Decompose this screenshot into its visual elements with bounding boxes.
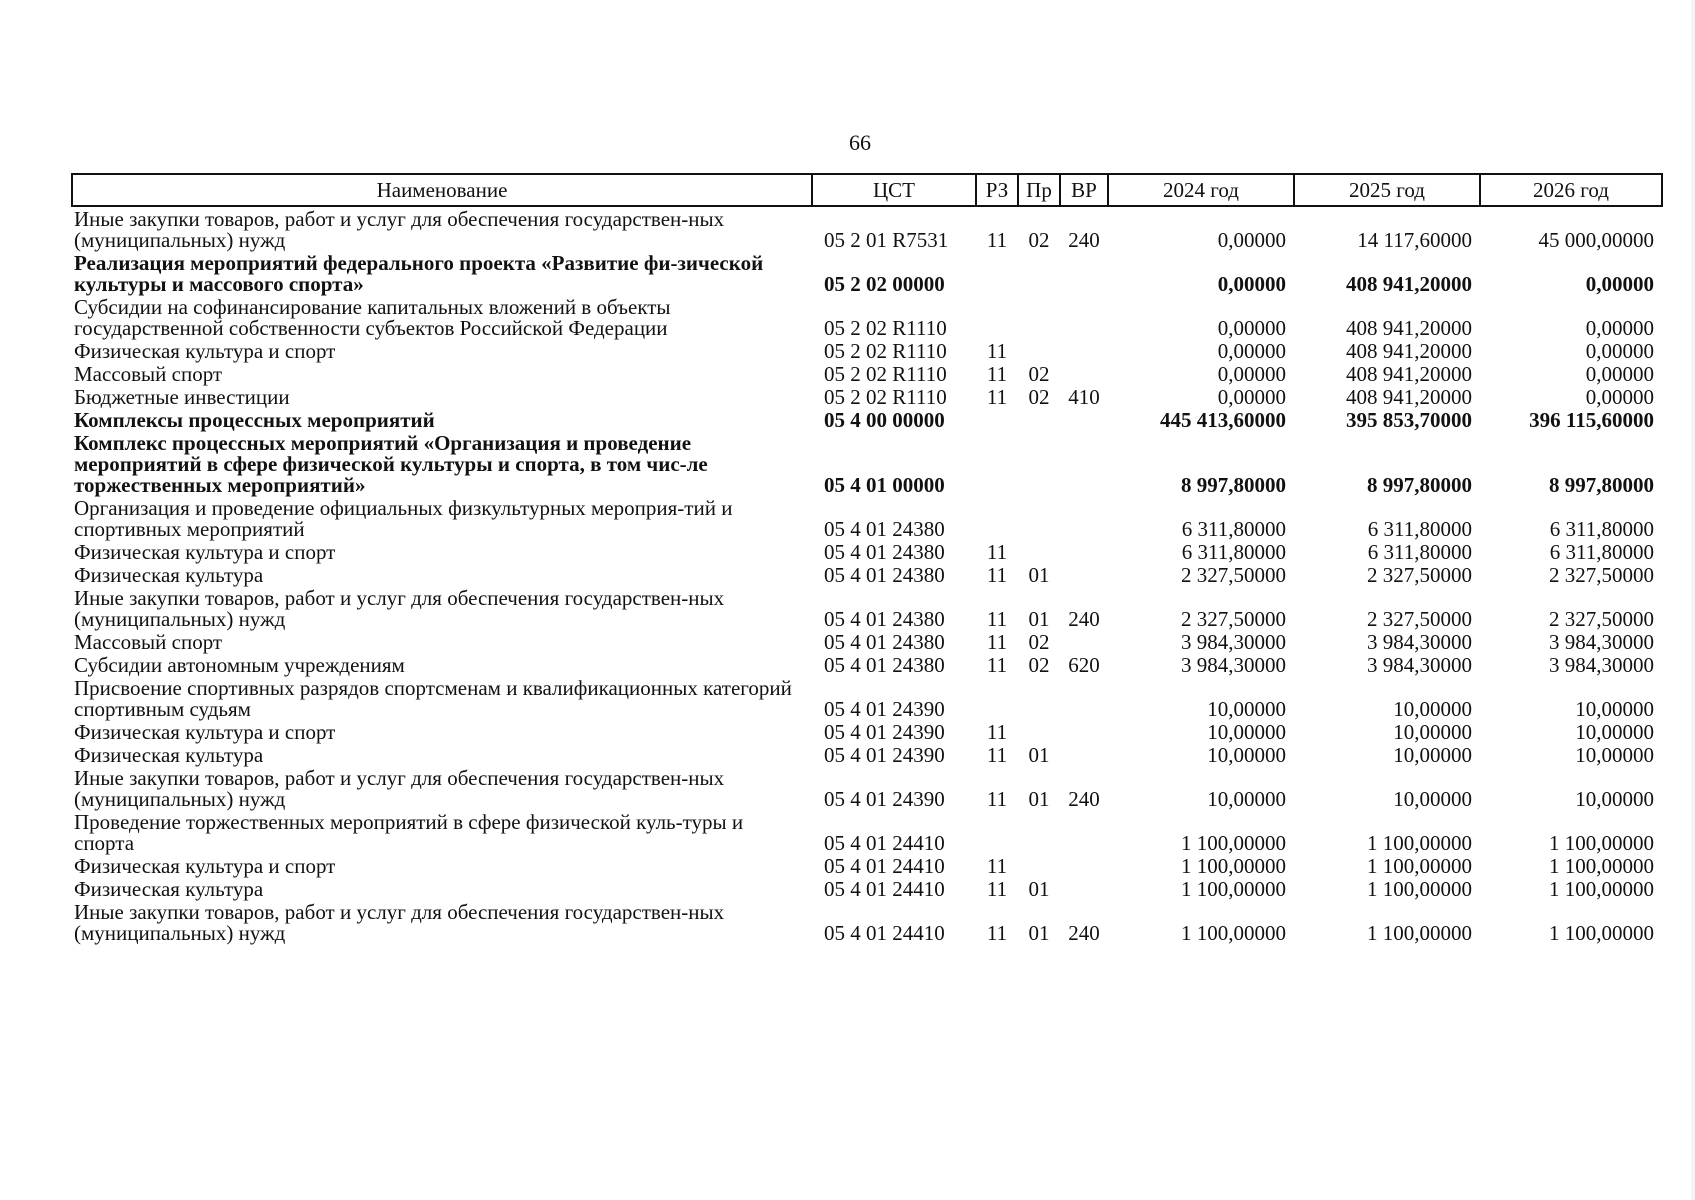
- row-amount-2026: 2 327,50000: [1549, 607, 1654, 631]
- table-row: [72, 408, 1662, 431]
- header-name: Наименование: [72, 174, 812, 206]
- row-pr: [1018, 251, 1060, 295]
- row-pr: [1018, 496, 1060, 540]
- row-rz: [976, 295, 1018, 339]
- row-amount-2026: 6 311,80000: [1549, 517, 1654, 541]
- row-vr: [1060, 408, 1108, 431]
- row-cst: 05 4 01 24380: [824, 630, 945, 654]
- row-pr: [1018, 339, 1060, 362]
- row-vr: [1060, 540, 1108, 563]
- table-row: [72, 676, 1662, 720]
- row-pr: 01: [1028, 787, 1050, 811]
- row-vr: [1060, 743, 1108, 766]
- row-vr: [1060, 431, 1108, 496]
- row-cst: 05 2 01 R7531: [824, 228, 949, 252]
- budget-table: [71, 173, 1663, 944]
- row-amount-2024: 0,00000: [1217, 228, 1286, 252]
- row-amount-2026: 0,00000: [1585, 385, 1654, 409]
- table-row: [72, 720, 1662, 743]
- row-rz: 11: [986, 921, 1008, 945]
- row-vr: [1060, 854, 1108, 877]
- header-cst: ЦСТ: [812, 174, 976, 206]
- table-row: [72, 362, 1662, 385]
- row-amount-2024: 10,00000: [1207, 697, 1286, 721]
- row-amount-2025: 6 311,80000: [1367, 517, 1472, 541]
- row-cst: 05 4 01 24390: [824, 787, 945, 811]
- row-amount-2026: 396 115,60000: [1529, 408, 1654, 432]
- row-name: Физическая культура: [74, 877, 264, 901]
- row-pr: [1018, 431, 1060, 496]
- row-amount-2025: 8 997,80000: [1367, 473, 1472, 497]
- row-vr: 410: [1068, 385, 1100, 409]
- row-name: Реализация мероприятий федерального проекта «Развитие фи-зической культуры и массового спорта»: [74, 251, 764, 296]
- header-2024: 2024 год: [1108, 174, 1294, 206]
- table-row: [72, 810, 1662, 854]
- table-row: [72, 563, 1662, 586]
- row-pr: 02: [1028, 385, 1050, 409]
- row-amount-2024: 0,00000: [1217, 272, 1286, 296]
- row-vr: 240: [1068, 921, 1100, 945]
- row-rz: 11: [986, 563, 1008, 587]
- row-name: Физическая культура и спорт: [74, 540, 336, 564]
- row-amount-2024: 10,00000: [1207, 720, 1286, 744]
- row-amount-2024: 445 413,60000: [1160, 408, 1286, 432]
- row-pr: [1018, 676, 1060, 720]
- row-amount-2026: 1 100,00000: [1549, 831, 1654, 855]
- row-pr: 02: [1028, 228, 1050, 252]
- row-rz: [976, 676, 1018, 720]
- row-vr: [1060, 251, 1108, 295]
- row-cst: 05 4 01 24410: [824, 921, 945, 945]
- row-pr: [1018, 540, 1060, 563]
- row-amount-2026: 3 984,30000: [1549, 653, 1654, 677]
- row-amount-2025: 1 100,00000: [1367, 921, 1472, 945]
- table-row: [72, 251, 1662, 295]
- table-row: [72, 766, 1662, 810]
- row-name: Субсидии автономным учреждениям: [74, 653, 405, 677]
- row-cst: 05 4 01 24380: [824, 563, 945, 587]
- row-pr: 02: [1028, 630, 1050, 654]
- row-rz: 11: [986, 720, 1008, 744]
- row-name: Иные закупки товаров, работ и услуг для обеспечения государствен-ных (муниципальных) нужд: [74, 766, 725, 811]
- row-cst: 05 2 02 R1110: [824, 385, 947, 409]
- row-vr: [1060, 676, 1108, 720]
- row-name: Массовый спорт: [74, 362, 223, 386]
- table-row: [72, 385, 1662, 408]
- header-2026: 2026 год: [1480, 174, 1662, 206]
- row-amount-2025: 1 100,00000: [1367, 831, 1472, 855]
- row-amount-2026: 45 000,00000: [1538, 228, 1654, 252]
- row-vr: 240: [1068, 607, 1100, 631]
- row-rz: 11: [986, 630, 1008, 654]
- row-amount-2024: 3 984,30000: [1181, 630, 1286, 654]
- row-rz: [976, 251, 1018, 295]
- table-row: [72, 630, 1662, 653]
- row-name: Бюджетные инвестиции: [74, 385, 290, 409]
- header-pr: Пр: [1018, 174, 1060, 206]
- row-name: Присвоение спортивных разрядов спортсменам и квалификационных категорий спортивным судьям: [74, 676, 792, 721]
- table-row: [72, 295, 1662, 339]
- row-amount-2025: 408 941,20000: [1346, 362, 1472, 386]
- row-vr: 620: [1068, 653, 1100, 677]
- row-name: Физическая культура и спорт: [74, 854, 336, 878]
- row-amount-2024: 8 997,80000: [1181, 473, 1286, 497]
- row-cst: 05 4 01 24390: [824, 697, 945, 721]
- row-name: Иные закупки товаров, работ и услуг для обеспечения государствен-ных (муниципальных) нужд: [74, 586, 725, 631]
- row-cst: 05 2 02 00000: [824, 272, 945, 296]
- row-pr: [1018, 408, 1060, 431]
- row-rz: [976, 431, 1018, 496]
- row-amount-2026: 0,00000: [1585, 272, 1654, 296]
- row-amount-2024: 0,00000: [1217, 385, 1286, 409]
- row-name: Физическая культура: [74, 563, 264, 587]
- row-name: Физическая культура: [74, 743, 264, 767]
- row-rz: [976, 408, 1018, 431]
- row-cst: 05 2 02 R1110: [824, 362, 947, 386]
- row-amount-2026: 0,00000: [1585, 316, 1654, 340]
- row-amount-2025: 10,00000: [1393, 720, 1472, 744]
- row-rz: 11: [986, 877, 1008, 901]
- row-name: Иные закупки товаров, работ и услуг для обеспечения государствен-ных (муниципальных) нужд: [74, 207, 725, 252]
- table-body: [72, 206, 1662, 944]
- row-amount-2024: 6 311,80000: [1181, 540, 1286, 564]
- row-vr: [1060, 295, 1108, 339]
- row-rz: 11: [986, 385, 1008, 409]
- row-amount-2025: 10,00000: [1393, 787, 1472, 811]
- row-amount-2026: 10,00000: [1575, 787, 1654, 811]
- row-amount-2026: 0,00000: [1585, 339, 1654, 363]
- row-amount-2024: 6 311,80000: [1181, 517, 1286, 541]
- row-amount-2024: 1 100,00000: [1181, 877, 1286, 901]
- table-row: [72, 900, 1662, 944]
- row-amount-2024: 2 327,50000: [1181, 563, 1286, 587]
- row-amount-2026: 1 100,00000: [1549, 921, 1654, 945]
- row-amount-2025: 395 853,70000: [1346, 408, 1472, 432]
- row-amount-2024: 10,00000: [1207, 743, 1286, 767]
- row-name: Организация и проведение официальных физкультурных мероприя-тий и спортивных мероприятий: [74, 496, 733, 541]
- table-row: [72, 854, 1662, 877]
- row-amount-2024: 1 100,00000: [1181, 921, 1286, 945]
- row-name: Иные закупки товаров, работ и услуг для обеспечения государствен-ных (муниципальных) нужд: [74, 900, 725, 945]
- row-rz: 11: [986, 743, 1008, 767]
- row-vr: [1060, 339, 1108, 362]
- row-vr: [1060, 496, 1108, 540]
- row-amount-2026: 1 100,00000: [1549, 877, 1654, 901]
- row-name: Субсидии на софинансирование капитальных вложений в объекты государственной собственности субъектов Российской Федерации: [74, 295, 671, 340]
- row-cst: 05 4 01 24380: [824, 607, 945, 631]
- row-amount-2024: 0,00000: [1217, 316, 1286, 340]
- row-vr: [1060, 563, 1108, 586]
- row-rz: 11: [986, 854, 1008, 878]
- row-cst: 05 4 01 24410: [824, 877, 945, 901]
- row-amount-2026: 8 997,80000: [1549, 473, 1654, 497]
- row-amount-2025: 6 311,80000: [1367, 540, 1472, 564]
- row-amount-2025: 1 100,00000: [1367, 854, 1472, 878]
- row-rz: 11: [986, 607, 1008, 631]
- row-rz: 11: [986, 653, 1008, 677]
- row-cst: 05 4 01 24390: [824, 720, 945, 744]
- row-cst: 05 4 01 24380: [824, 540, 945, 564]
- row-amount-2024: 1 100,00000: [1181, 854, 1286, 878]
- row-pr: 01: [1028, 743, 1050, 767]
- row-amount-2024: 0,00000: [1217, 339, 1286, 363]
- row-amount-2025: 10,00000: [1393, 743, 1472, 767]
- table-row: [72, 877, 1662, 900]
- row-amount-2026: 0,00000: [1585, 362, 1654, 386]
- row-rz: [976, 810, 1018, 854]
- row-vr: [1060, 720, 1108, 743]
- row-amount-2024: 3 984,30000: [1181, 653, 1286, 677]
- header-rz: РЗ: [976, 174, 1018, 206]
- row-amount-2026: 3 984,30000: [1549, 630, 1654, 654]
- row-vr: [1060, 810, 1108, 854]
- row-amount-2025: 408 941,20000: [1346, 316, 1472, 340]
- header-2025: 2025 год: [1294, 174, 1480, 206]
- row-amount-2025: 1 100,00000: [1367, 877, 1472, 901]
- row-vr: [1060, 362, 1108, 385]
- row-amount-2026: 10,00000: [1575, 743, 1654, 767]
- row-pr: 01: [1028, 877, 1050, 901]
- row-name: Комплексы процессных мероприятий: [74, 408, 435, 432]
- table-row: [72, 743, 1662, 766]
- row-name: Физическая культура и спорт: [74, 339, 336, 363]
- row-rz: 11: [986, 228, 1008, 252]
- row-amount-2026: 10,00000: [1575, 697, 1654, 721]
- row-name: Физическая культура и спорт: [74, 720, 336, 744]
- row-pr: [1018, 295, 1060, 339]
- table-row: [72, 206, 1662, 251]
- row-pr: 01: [1028, 921, 1050, 945]
- row-pr: [1018, 720, 1060, 743]
- header-vr: ВР: [1060, 174, 1108, 206]
- row-rz: 11: [986, 362, 1008, 386]
- row-amount-2025: 408 941,20000: [1346, 339, 1472, 363]
- row-name: Проведение торжественных мероприятий в сфере физической куль-туры и спорта: [74, 810, 744, 855]
- table-row: [72, 586, 1662, 630]
- row-cst: 05 4 01 24390: [824, 743, 945, 767]
- row-vr: 240: [1068, 228, 1100, 252]
- row-amount-2026: 6 311,80000: [1549, 540, 1654, 564]
- row-amount-2024: 1 100,00000: [1181, 831, 1286, 855]
- row-amount-2025: 2 327,50000: [1367, 563, 1472, 587]
- row-name: Комплекс процессных мероприятий «Организация и проведение мероприятий в сфере физической культуры и спорта, в том чис-ле торжественных мероприятий»: [74, 431, 708, 497]
- row-vr: 240: [1068, 787, 1100, 811]
- row-pr: 01: [1028, 607, 1050, 631]
- row-amount-2026: 2 327,50000: [1549, 563, 1654, 587]
- row-pr: [1018, 854, 1060, 877]
- row-cst: 05 4 01 24410: [824, 831, 945, 855]
- table-row: [72, 339, 1662, 362]
- row-amount-2024: 0,00000: [1217, 362, 1286, 386]
- row-name: Массовый спорт: [74, 630, 223, 654]
- row-amount-2025: 14 117,60000: [1357, 228, 1472, 252]
- row-pr: 02: [1028, 653, 1050, 677]
- row-vr: [1060, 630, 1108, 653]
- row-pr: 02: [1028, 362, 1050, 386]
- table-row: [72, 653, 1662, 676]
- row-amount-2025: 408 941,20000: [1346, 385, 1472, 409]
- table-row: [72, 540, 1662, 563]
- row-amount-2025: 3 984,30000: [1367, 653, 1472, 677]
- row-amount-2025: 10,00000: [1393, 697, 1472, 721]
- row-amount-2026: 1 100,00000: [1549, 854, 1654, 878]
- row-cst: 05 4 00 00000: [824, 408, 945, 432]
- row-pr: 01: [1028, 563, 1050, 587]
- scan-edge: [1691, 0, 1695, 1200]
- row-amount-2024: 10,00000: [1207, 787, 1286, 811]
- page-number: 66: [849, 130, 871, 155]
- row-rz: 11: [986, 787, 1008, 811]
- table-header-row: [72, 174, 1662, 206]
- row-cst: 05 4 01 24380: [824, 517, 945, 541]
- row-cst: 05 4 01 24380: [824, 653, 945, 677]
- row-rz: 11: [986, 540, 1008, 564]
- row-cst: 05 4 01 00000: [824, 473, 945, 497]
- row-amount-2025: 3 984,30000: [1367, 630, 1472, 654]
- row-cst: 05 4 01 24410: [824, 854, 945, 878]
- row-cst: 05 2 02 R1110: [824, 339, 947, 363]
- row-amount-2025: 408 941,20000: [1346, 272, 1472, 296]
- row-rz: [976, 496, 1018, 540]
- row-cst: 05 2 02 R1110: [824, 316, 947, 340]
- table-row: [72, 496, 1662, 540]
- row-rz: 11: [986, 339, 1008, 363]
- row-pr: [1018, 810, 1060, 854]
- table-row: [72, 431, 1662, 496]
- row-amount-2024: 2 327,50000: [1181, 607, 1286, 631]
- row-amount-2026: 10,00000: [1575, 720, 1654, 744]
- row-amount-2025: 2 327,50000: [1367, 607, 1472, 631]
- row-vr: [1060, 877, 1108, 900]
